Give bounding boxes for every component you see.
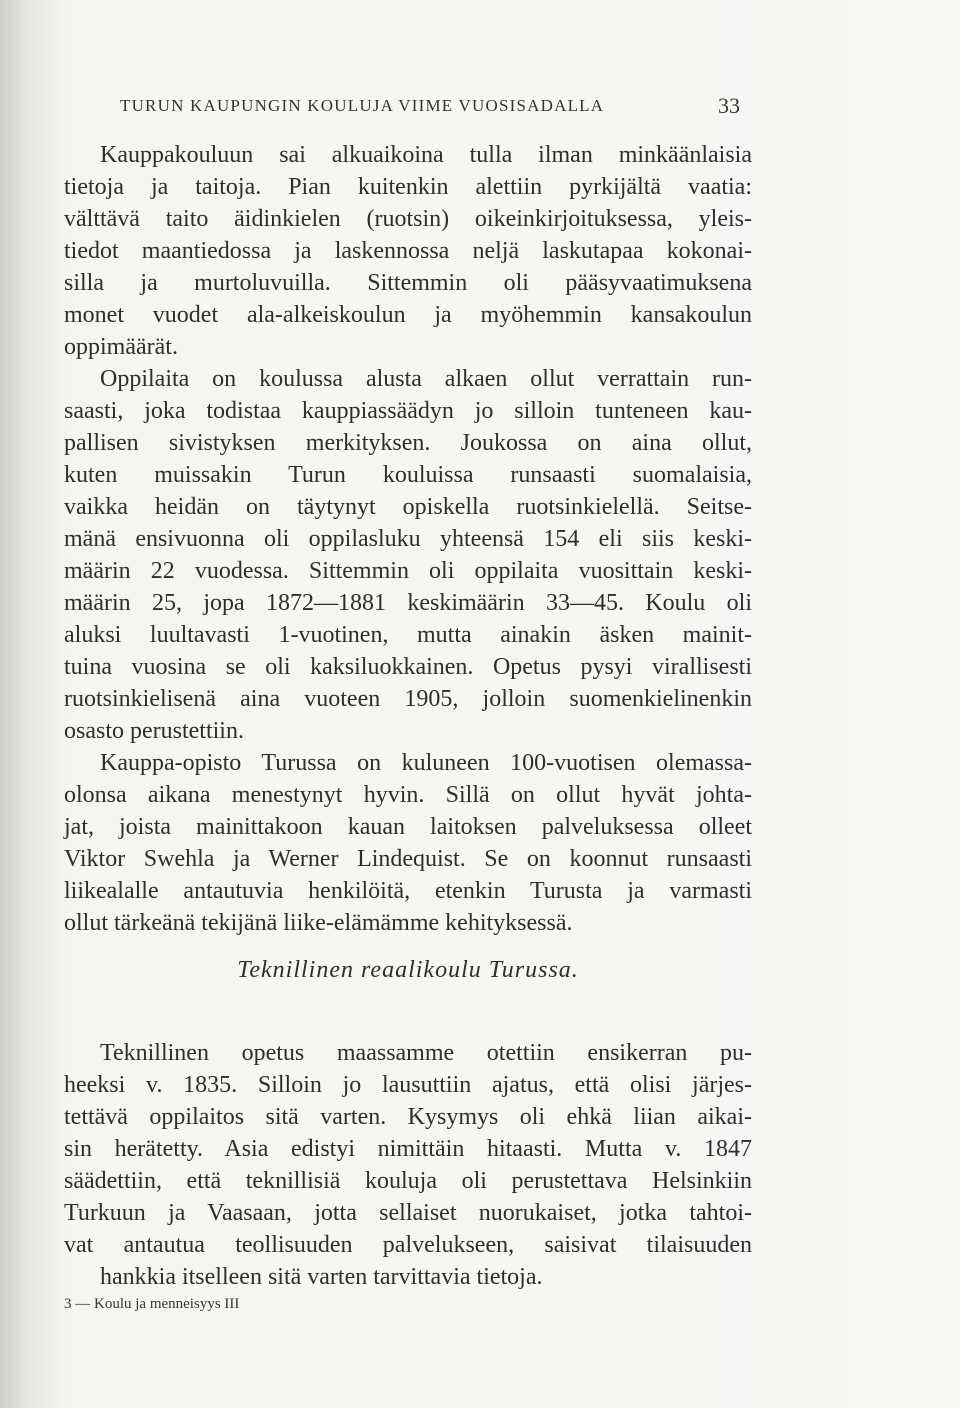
text-line: Kauppakouluun sai alkuaikoina tulla ilman minkäänlaisia [100,142,752,168]
text-line: tettävä oppilaitos sitä varten. Kysymys oli ehkä liian aikai- [64,1104,752,1130]
text-line: pallisen sivistyksen merkityksen. Joukossa on aina ollut, [64,430,752,456]
text-line: kuten muissakin Turun kouluissa runsaasti suomalaisia, [64,462,752,488]
text-line: Viktor Swehla ja Werner Lindequist. Se on koonnut runsaasti [64,846,752,872]
text-line: vat antautua teollisuuden palvelukseen, saisivat tilaisuuden [64,1232,752,1258]
text-line: Turkuun ja Vaasaan, jotta sellaiset nuorukaiset, jotka tahtoi- [64,1200,752,1226]
text-line: aluksi luultavasti 1-vuotinen, mutta ainakin äsken mainit- [64,622,752,648]
text-line: säädettiin, että teknillisiä kouluja oli perustettava Helsinkiin [64,1168,752,1194]
page-number: 33 [718,93,740,118]
text-line: hankkia itselleen sitä varten tarvittavia tietoja. [100,1264,543,1290]
running-head: TURUN KAUPUNGIN KOULUJA VIIME VUOSISADALLA [120,96,605,115]
text-line: olonsa aikana menestynyt hyvin. Sillä on ollut hyvät johta- [64,782,752,808]
text-line: liikealalle antautuvia henkilöitä, etenkin Turusta ja varmasti [64,878,752,904]
text-line: vaikka heidän on täytynyt opiskella ruotsinkielellä. Seitse- [64,494,752,520]
text-line: Teknillinen opetus maassamme otettiin ensikerran pu- [100,1040,752,1066]
text-line: määrin 25, jopa 1872—1881 keskimäärin 33—45. Koulu oli [64,590,752,616]
text-line: määrin 22 vuodessa. Sittemmin oli oppilaita vuosittain keski- [64,558,752,584]
text-line: silla ja murtoluvuilla. Sittemmin oli pääsyvaatimuksena [64,270,752,296]
section-heading: Teknillinen reaalikoulu Turussa. [237,957,579,983]
text-line: tuina vuosina se oli kaksiluokkainen. Opetus pysyi virallisesti [64,654,752,680]
signature-mark: 3 — Koulu ja menneisyys III [64,1296,240,1312]
text-line: saasti, joka todistaa kauppiassäädyn jo silloin tunteneen kau- [64,398,752,424]
text-line: jat, joista mainittakoon kauan laitoksen palveluksessa olleet [64,814,752,840]
text-line: tietoja ja taitoja. Pian kuitenkin alettiin pyrkijältä vaatia: [64,174,752,200]
text-line: ruotsinkielisenä aina vuoteen 1905, jolloin suomenkielinenkin [64,686,752,712]
text-line: välttävä taito äidinkielen (ruotsin) oikeinkirjoituksessa, yleis- [64,206,752,232]
text-line: osasto perustettiin. [64,718,244,744]
text-line: tiedot maantiedossa ja laskennossa neljä laskutapaa kokonai- [64,238,752,264]
text-line: Kauppa-opisto Turussa on kuluneen 100-vuotisen olemassa- [100,750,752,776]
text-line: heeksi v. 1835. Silloin jo lausuttiin ajatus, että olisi järjes- [64,1072,752,1098]
text-line: ollut tärkeänä tekijänä liike-elämämme kehityksessä. [64,910,573,936]
text-line: oppimäärät. [64,334,178,360]
text-line: mänä ensivuonna oli oppilasluku yhteensä 154 eli siis keski- [64,526,752,552]
page-header [120,93,740,126]
text-line: monet vuodet ala-alkeiskoulun ja myöhemmin kansakoulun [64,302,752,328]
text-line: Oppilaita on koulussa alusta alkaen ollut verrattain run- [100,366,752,392]
text-line: sin herätetty. Asia edistyi nimittäin hitaasti. Mutta v. 1847 [64,1136,752,1162]
